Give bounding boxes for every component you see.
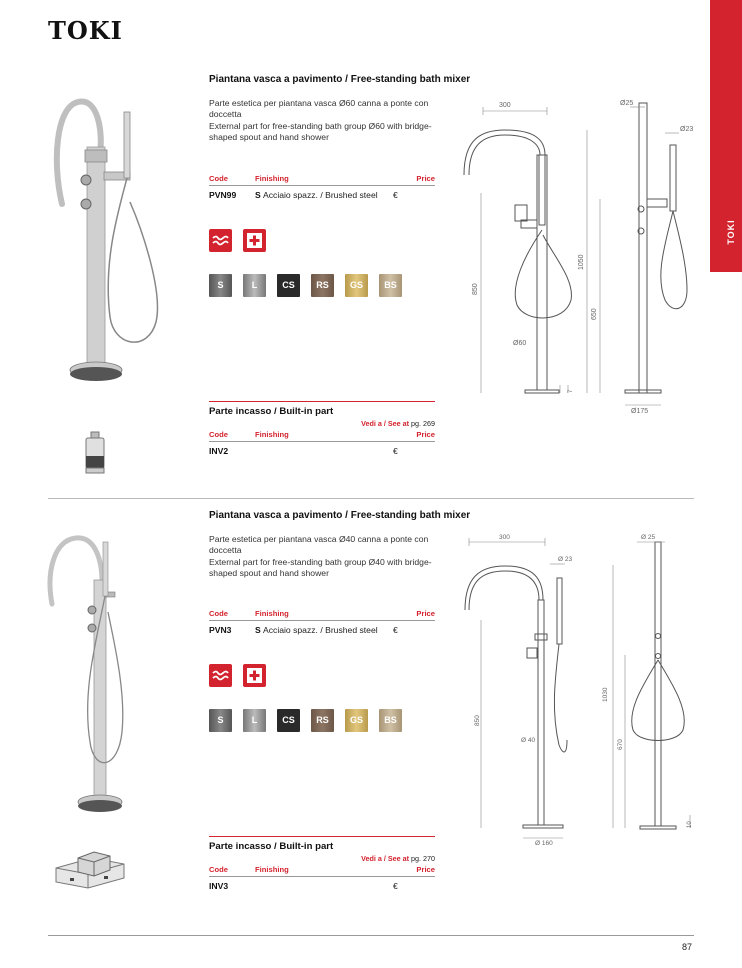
header-code: Code	[209, 865, 228, 874]
technical-drawing-pvn3	[455, 530, 700, 850]
table-row	[209, 877, 435, 893]
swatch-l[interactable]: L	[243, 274, 266, 297]
product-image-pvn3	[46, 532, 166, 817]
dim-d2: Ø23	[680, 126, 694, 133]
builtin-price: €	[393, 881, 398, 891]
swatch-gs[interactable]: GS	[345, 274, 368, 297]
brand-logo: TOKI	[48, 16, 123, 45]
swatch-l[interactable]: L	[243, 709, 266, 732]
product-table-header	[209, 609, 435, 621]
section-title: Piantana vasca a pavimento / Free-standing bath mixer	[209, 74, 471, 85]
dim-foot: 10	[687, 821, 693, 828]
dim-width: 300	[499, 102, 511, 109]
builtin-table	[209, 865, 435, 893]
swatch-bs[interactable]: BS	[379, 274, 402, 297]
swatch-gs[interactable]: GS	[345, 709, 368, 732]
header-code: Code	[209, 174, 228, 183]
finish-name: Acciaio spazz. / Brushed steel	[263, 190, 378, 200]
builtin-title: Parte incasso / Built-in part	[209, 836, 435, 852]
see-at-label: Vedi a / See at	[361, 419, 410, 428]
product-code: PVN3	[209, 625, 232, 635]
description-en: External part for free-standing bath group Ø60 with bridge-shaped spout and hand shower	[209, 121, 432, 142]
footer-divider	[48, 935, 694, 936]
swatch-rs[interactable]: RS	[311, 274, 334, 297]
dim-foot: 7	[568, 389, 574, 393]
see-at-page[interactable]: pg. 269	[411, 419, 435, 428]
dim-width: 300	[499, 534, 510, 541]
product-price: €	[393, 625, 398, 635]
see-at-page[interactable]: pg. 270	[411, 854, 435, 863]
product-table	[209, 609, 435, 637]
header-finishing: Finishing	[255, 174, 289, 183]
header-finishing: Finishing	[255, 865, 289, 874]
builtin-code: INV3	[209, 881, 229, 891]
table-row	[209, 621, 435, 637]
dim-d2: Ø 23	[558, 556, 573, 563]
swatch-s[interactable]: S	[209, 274, 232, 297]
builtin-code: INV2	[209, 446, 229, 456]
header-price: Price	[416, 430, 435, 439]
finish-code: S	[255, 190, 261, 200]
finish-name: Acciaio spazz. / Brushed steel	[263, 625, 378, 635]
dim-h3: 650	[591, 308, 598, 320]
side-tab-label: TOKI	[726, 219, 736, 245]
description-it: Parte estetica per piantana vasca Ø60 canna a ponte con doccetta	[209, 98, 429, 119]
swatch-rs[interactable]: RS	[311, 709, 334, 732]
dim-h1: 850	[472, 283, 479, 295]
header-price: Price	[416, 609, 435, 618]
see-at-label: Vedi a / See at	[361, 854, 410, 863]
dim-d1: Ø25	[620, 100, 634, 107]
swatch-cs[interactable]: CS	[277, 274, 300, 297]
dim-base: Ø175	[631, 408, 649, 415]
builtin-title: Parte incasso / Built-in part	[209, 401, 435, 417]
dim-h3: 670	[617, 739, 624, 750]
swatch-cs[interactable]: CS	[277, 709, 300, 732]
dim-h1: 850	[474, 715, 481, 726]
builtin-image-inv3	[52, 846, 128, 890]
dim-base: Ø 160	[535, 840, 553, 847]
header-price: Price	[416, 865, 435, 874]
product-price: €	[393, 190, 398, 200]
swatch-bs[interactable]: BS	[379, 709, 402, 732]
swatch-s[interactable]: S	[209, 709, 232, 732]
description-en: External part for free-standing bath group Ø40 with bridge-shaped spout and hand shower	[209, 557, 432, 578]
header-code: Code	[209, 609, 228, 618]
dim-pipe: Ø 40	[521, 737, 536, 744]
description	[209, 534, 449, 580]
section-title: Piantana vasca a pavimento / Free-standing bath mixer	[209, 510, 471, 521]
header-price: Price	[416, 174, 435, 183]
header-code: Code	[209, 430, 228, 439]
dim-h2: 1050	[578, 254, 585, 270]
dim-pipe: Ø60	[513, 340, 527, 347]
builtin-price: €	[393, 446, 398, 456]
finish-code: S	[255, 625, 261, 635]
builtin-table-header	[209, 865, 435, 877]
header-finishing: Finishing	[255, 609, 289, 618]
swiss-cross-icon	[243, 664, 266, 687]
description-it: Parte estetica per piantana vasca Ø40 canna a ponte con doccetta	[209, 534, 429, 555]
bath-icon	[209, 664, 232, 687]
see-at	[209, 854, 435, 863]
header-finishing: Finishing	[255, 430, 289, 439]
product-code: PVN99	[209, 190, 237, 200]
dim-d1: Ø 25	[641, 534, 656, 541]
page-number: 87	[682, 942, 693, 952]
dim-h2: 1030	[602, 687, 609, 702]
